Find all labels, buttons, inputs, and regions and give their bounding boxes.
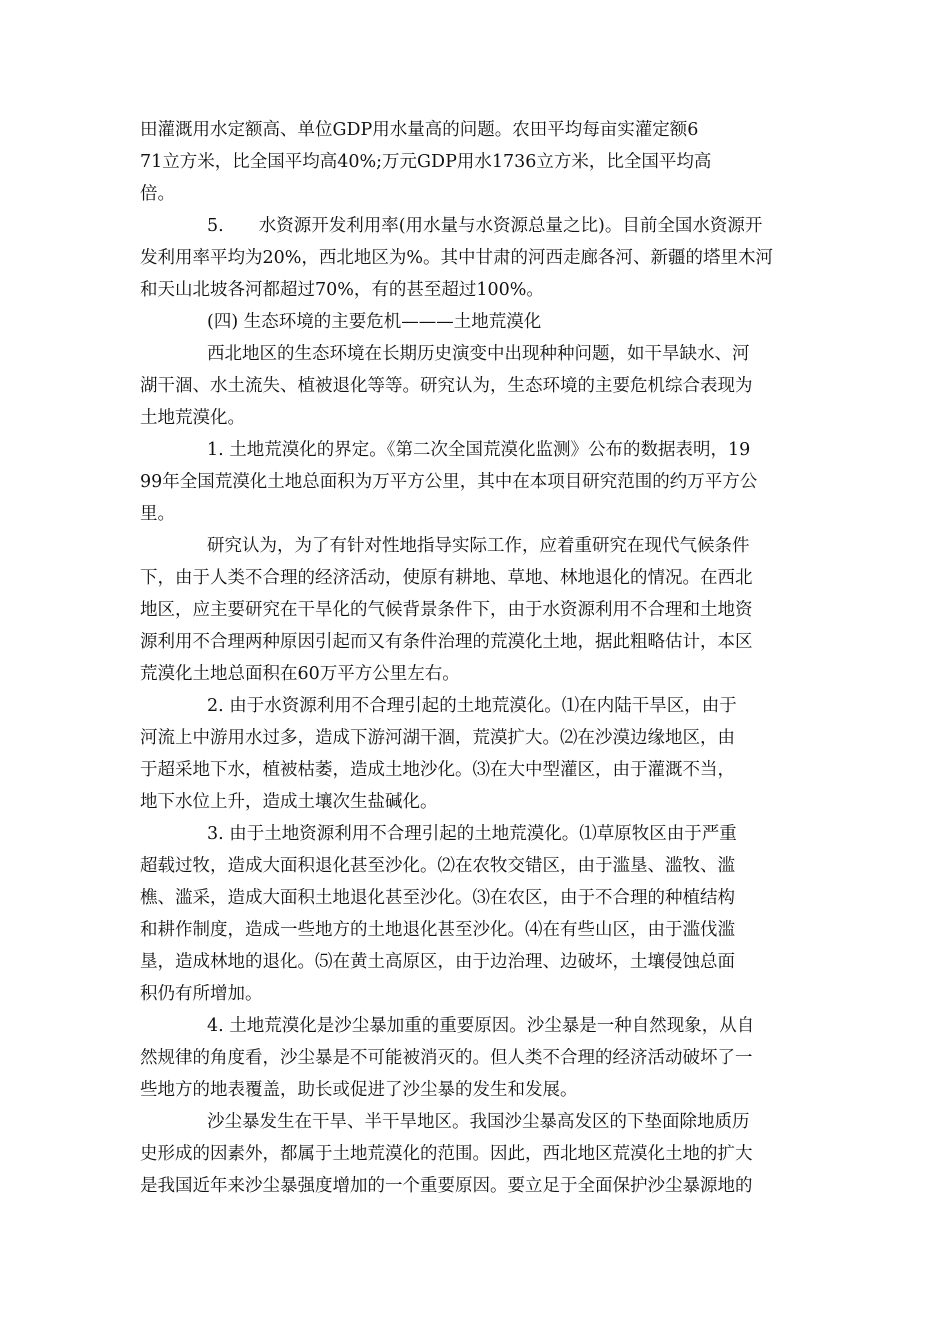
text-line: 源利用不合理两种原因引起而又有条件治理的荒漠化土地，据此粗略估计，本区	[140, 632, 753, 652]
text-line: 1. 土地荒漠化的界定。《第二次全国荒漠化监测》公布的数据表明，19	[207, 440, 751, 460]
text-line: 史形成的因素外，都属于土地荒漠化的范围。因此，西北地区荒漠化土地的扩大	[140, 1144, 753, 1164]
text-line: 西北地区的生态环境在长期历史演变中出现种种问题，如干旱缺水、河	[207, 344, 750, 364]
section-heading: (四) 生态环境的主要危机———土地荒漠化	[207, 312, 542, 332]
text-line: 是我国近年来沙尘暴强度增加的一个重要原因。要立足于全面保护沙尘暴源地的	[140, 1176, 753, 1196]
text-line: 5. 水资源开发利用率(用水量与水资源总量之比)。目前全国水资源开	[207, 216, 763, 236]
text-line: 沙尘暴发生在干旱、半干旱地区。我国沙尘暴高发区的下垫面除地质历	[207, 1112, 750, 1132]
text-line: 下，由于人类不合理的经济活动，使原有耕地、草地、林地退化的情况。在西北	[140, 568, 753, 588]
text-line: 然规律的角度看，沙尘暴是不可能被消灭的。但人类不合理的经济活动破坏了一	[140, 1048, 753, 1068]
text-line: 和耕作制度，造成一些地方的土地退化甚至沙化。⑷在有些山区，由于滥伐滥	[140, 920, 735, 940]
text-line: 些地方的地表覆盖，助长或促进了沙尘暴的发生和发展。	[140, 1080, 578, 1100]
text-line: 超载过牧，造成大面积退化甚至沙化。⑵在农牧交错区，由于滥垦、滥牧、滥	[140, 856, 735, 876]
text-line: 田灌溉用水定额高、单位GDP用水量高的问题。农田平均每亩实灌定额6	[140, 120, 699, 140]
text-line: 71立方米，比全国平均高40%;万元GDP用水1736立方米，比全国平均高	[140, 152, 712, 172]
text-line: 垦，造成林地的退化。⑸在黄土高原区，由于边治理、边破坏，土壤侵蚀总面	[140, 952, 735, 972]
text-line: 于超采地下水，植被枯萎，造成土地沙化。⑶在大中型灌区，由于灌溉不当，	[140, 760, 735, 780]
text-line: 倍。	[140, 184, 175, 204]
text-line: 积仍有所增加。	[140, 984, 263, 1004]
text-line: 地区，应主要研究在干旱化的气候背景条件下，由于水资源利用不合理和土地资	[140, 600, 753, 620]
text-line: 4. 土地荒漠化是沙尘暴加重的重要原因。沙尘暴是一种自然现象，从自	[207, 1016, 755, 1036]
text-line: 3. 由于土地资源利用不合理引起的土地荒漠化。⑴草原牧区由于严重	[207, 824, 737, 844]
text-line: 发利用率平均为20%，西北地区为%。其中甘肃的河西走廊各河、新疆的塔里木河	[140, 248, 774, 268]
text-line: 樵、滥采，造成大面积土地退化甚至沙化。⑶在农区，由于不合理的种植结构	[140, 888, 735, 908]
text-line: 河流上中游用水过多，造成下游河湖干涸，荒漠扩大。⑵在沙漠边缘地区，由	[140, 728, 735, 748]
text-line: 2. 由于水资源利用不合理引起的土地荒漠化。⑴在内陆干旱区，由于	[207, 696, 737, 716]
text-line: 地下水位上升，造成土壤次生盐碱化。	[140, 792, 438, 812]
text-line: 里。	[140, 504, 175, 524]
text-line: 和天山北坡各河都超过70%，有的甚至超过100%。	[140, 280, 544, 300]
text-line: 湖干涸、水土流失、植被退化等等。研究认为，生态环境的主要危机综合表现为	[140, 376, 753, 396]
text-line: 荒漠化土地总面积在60万平方公里左右。	[140, 664, 460, 684]
text-line: 土地荒漠化。	[140, 408, 245, 428]
text-line: 99年全国荒漠化土地总面积为万平方公里，其中在本项目研究范围的约万平方公	[140, 472, 758, 492]
text-line: 研究认为，为了有针对性地指导实际工作，应着重研究在现代气候条件	[207, 536, 750, 556]
